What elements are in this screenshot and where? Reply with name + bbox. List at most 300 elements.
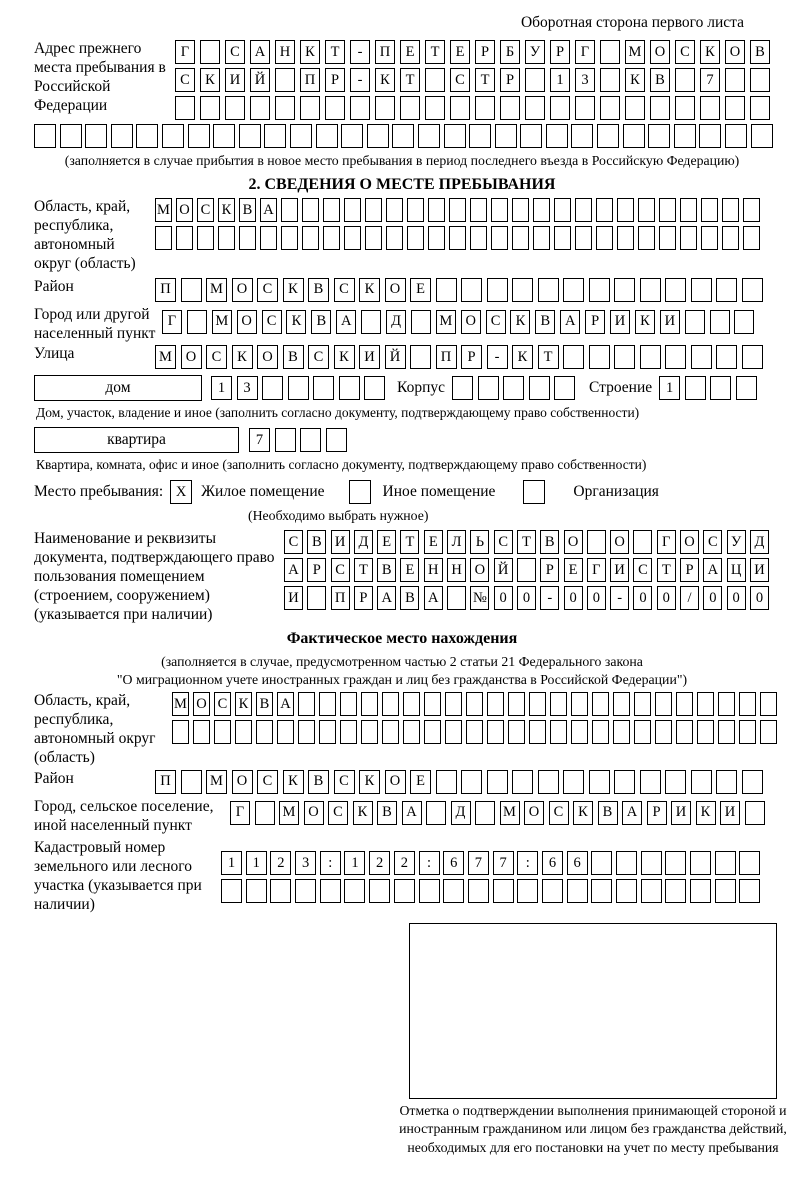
char-cell: С <box>334 278 355 302</box>
char-cell <box>575 96 595 120</box>
actual-region-block <box>34 692 770 768</box>
char-cell: А <box>622 801 642 825</box>
char-cell: А <box>560 310 580 334</box>
prev-address-row-3 <box>175 96 770 120</box>
char-cell: С <box>703 530 722 554</box>
char-cell <box>512 770 533 794</box>
char-cell <box>739 851 760 875</box>
char-cell <box>699 124 721 148</box>
char-cell: Й <box>250 68 270 92</box>
residence-note: (Необходимо выбрать нужное) <box>248 508 429 524</box>
char-cell: И <box>284 586 303 610</box>
char-cell: С <box>175 68 195 92</box>
char-cell: О <box>725 40 745 64</box>
actual-region-label: Область, край, республика, автономный округ (область) <box>34 691 156 766</box>
char-cell <box>307 586 326 610</box>
cadastral-row-1 <box>221 851 760 875</box>
char-cell: - <box>540 586 559 610</box>
char-cell: В <box>535 310 555 334</box>
char-cell: С <box>675 40 695 64</box>
prev-address-row-2 <box>175 68 770 92</box>
char-cell <box>340 720 357 744</box>
char-cell <box>424 692 441 716</box>
char-cell <box>275 428 296 452</box>
char-cell <box>302 198 319 222</box>
char-cell <box>487 770 508 794</box>
confirmation-box <box>409 923 777 1099</box>
char-cell: К <box>512 345 533 369</box>
char-cell <box>275 96 295 120</box>
char-cell <box>710 376 731 400</box>
char-cell: Р <box>475 40 495 64</box>
region-block <box>34 198 770 274</box>
char-cell <box>262 376 283 400</box>
char-cell: А <box>703 558 722 582</box>
char-cell <box>665 345 686 369</box>
char-cell: М <box>279 801 299 825</box>
char-cell <box>512 198 529 222</box>
char-cell: М <box>625 40 645 64</box>
char-cell: А <box>250 40 270 64</box>
char-cell <box>640 770 661 794</box>
char-cell <box>382 720 399 744</box>
char-cell <box>323 226 340 250</box>
char-cell: 6 <box>542 851 563 875</box>
actual-district-row <box>155 770 763 794</box>
char-cell: Ц <box>727 558 746 582</box>
char-cell: 0 <box>633 586 652 610</box>
char-cell: Б <box>500 40 520 64</box>
char-cell <box>616 851 637 875</box>
char-cell: Й <box>494 558 513 582</box>
char-cell: П <box>155 770 176 794</box>
char-cell: О <box>181 345 202 369</box>
char-cell: О <box>680 530 699 554</box>
char-cell <box>715 851 736 875</box>
char-cell: М <box>500 801 520 825</box>
char-cell <box>187 310 207 334</box>
char-cell: Т <box>517 530 536 554</box>
char-cell <box>60 124 82 148</box>
char-cell <box>597 124 619 148</box>
char-cell <box>162 124 184 148</box>
actual-district-label: Район <box>34 769 74 787</box>
char-cell: С <box>308 345 329 369</box>
char-cell <box>638 198 655 222</box>
char-cell <box>221 879 242 903</box>
char-cell <box>382 692 399 716</box>
char-cell <box>344 198 361 222</box>
apartment-caption: Квартира, комната, офис и иное (заполнить согласно документу, подтверждающему право собственности) <box>36 457 647 473</box>
char-cell <box>751 124 773 148</box>
char-cell <box>550 692 567 716</box>
char-cell <box>739 879 760 903</box>
char-cell: О <box>237 310 257 334</box>
char-cell: - <box>487 345 508 369</box>
char-cell: 0 <box>564 586 583 610</box>
residence-option-1-checkbox: X <box>170 480 192 504</box>
document-row-2 <box>284 558 769 582</box>
char-cell: И <box>671 801 691 825</box>
char-cell <box>410 345 431 369</box>
residence-option-3-label: Организация <box>573 483 659 501</box>
char-cell: 0 <box>727 586 746 610</box>
char-cell: Т <box>425 40 445 64</box>
char-cell <box>710 310 730 334</box>
char-cell: Г <box>575 40 595 64</box>
char-cell: М <box>155 198 172 222</box>
char-cell <box>525 96 545 120</box>
char-cell: Е <box>410 278 431 302</box>
char-cell: М <box>155 345 176 369</box>
char-cell: Р <box>550 40 570 64</box>
char-cell <box>375 96 395 120</box>
char-cell <box>466 720 483 744</box>
char-cell <box>596 226 613 250</box>
char-cell <box>520 124 542 148</box>
document-row-1 <box>284 530 769 554</box>
char-cell: В <box>308 770 329 794</box>
char-cell: Г <box>587 558 606 582</box>
char-cell: 2 <box>369 851 390 875</box>
char-cell: С <box>206 345 227 369</box>
char-cell: О <box>385 770 406 794</box>
char-cell: А <box>424 586 443 610</box>
char-cell: 1 <box>659 376 680 400</box>
char-cell <box>575 226 592 250</box>
char-cell: 0 <box>587 586 606 610</box>
prev-address-label: Адрес прежнего места пребывания в Российской Федерации <box>34 40 166 114</box>
char-cell <box>487 278 508 302</box>
char-cell: Н <box>424 558 443 582</box>
char-cell <box>449 226 466 250</box>
char-cell <box>470 226 487 250</box>
section2-title: 2. СВЕДЕНИЯ О МЕСТЕ ПРЕБЫВАНИЯ <box>248 176 556 193</box>
house-cells <box>211 376 385 400</box>
char-cell <box>320 879 341 903</box>
char-cell <box>665 851 686 875</box>
char-cell: С <box>331 558 350 582</box>
char-cell: Г <box>230 801 250 825</box>
char-cell <box>529 720 546 744</box>
char-cell <box>680 226 697 250</box>
char-cell: В <box>400 586 419 610</box>
char-cell <box>468 879 489 903</box>
char-cell <box>428 226 445 250</box>
char-cell: Ь <box>470 530 489 554</box>
char-cell <box>418 124 440 148</box>
char-cell: В <box>377 801 397 825</box>
char-cell <box>680 198 697 222</box>
char-cell <box>350 96 370 120</box>
char-cell: 0 <box>703 586 722 610</box>
char-cell: Р <box>585 310 605 334</box>
char-cell <box>546 124 568 148</box>
char-cell: 3 <box>237 376 258 400</box>
char-cell <box>550 96 570 120</box>
char-cell: О <box>232 278 253 302</box>
char-cell: Д <box>386 310 406 334</box>
char-cell: С <box>328 801 348 825</box>
char-cell <box>600 68 620 92</box>
char-cell <box>419 879 440 903</box>
char-cell <box>745 801 765 825</box>
char-cell: В <box>308 278 329 302</box>
char-cell <box>742 770 763 794</box>
stroenie-label: Строение <box>589 379 653 397</box>
char-cell <box>34 124 56 148</box>
char-cell <box>344 226 361 250</box>
char-cell: К <box>700 40 720 64</box>
char-cell: К <box>625 68 645 92</box>
char-cell: К <box>235 692 252 716</box>
char-cell: К <box>283 278 304 302</box>
char-cell <box>469 124 491 148</box>
char-cell <box>325 96 345 120</box>
cadastral-block <box>34 839 770 915</box>
char-cell <box>197 226 214 250</box>
char-cell <box>542 879 563 903</box>
region-row-2 <box>155 226 760 250</box>
char-cell <box>367 124 389 148</box>
char-cell: В <box>311 310 331 334</box>
char-cell <box>302 226 319 250</box>
char-cell <box>538 278 559 302</box>
char-cell: В <box>540 530 559 554</box>
char-cell <box>491 226 508 250</box>
char-cell <box>676 720 693 744</box>
char-cell <box>690 879 711 903</box>
char-cell <box>445 692 462 716</box>
prev-address-row-1 <box>175 40 770 64</box>
actual-city-label: Город, сельское поселение, иной населенный пункт <box>34 797 214 834</box>
char-cell <box>567 879 588 903</box>
char-cell <box>443 879 464 903</box>
char-cell: П <box>300 68 320 92</box>
char-cell: Е <box>450 40 470 64</box>
char-cell: 0 <box>750 586 769 610</box>
actual-location-note-2: "О миграционном учете иностранных граждан и лиц без гражданства в Российской Федерации") <box>116 671 688 687</box>
char-cell <box>529 376 550 400</box>
char-cell <box>155 226 172 250</box>
char-cell <box>718 720 735 744</box>
char-cell: И <box>610 558 629 582</box>
char-cell <box>295 879 316 903</box>
char-cell <box>475 801 495 825</box>
char-cell <box>281 198 298 222</box>
char-cell: И <box>225 68 245 92</box>
document-row-3 <box>284 586 769 610</box>
char-cell <box>722 198 739 222</box>
char-cell: В <box>750 40 770 64</box>
char-cell <box>676 692 693 716</box>
char-cell: 2 <box>394 851 415 875</box>
char-cell: О <box>610 530 629 554</box>
char-cell <box>665 879 686 903</box>
char-cell: К <box>510 310 530 334</box>
char-cell <box>739 720 756 744</box>
char-cell: О <box>176 198 193 222</box>
char-cell: 6 <box>567 851 588 875</box>
char-cell: 2 <box>270 851 291 875</box>
prev-address-rows <box>175 40 770 120</box>
char-cell: К <box>283 770 304 794</box>
char-cell <box>655 720 672 744</box>
char-cell <box>487 692 504 716</box>
char-cell <box>323 198 340 222</box>
char-cell: К <box>353 801 373 825</box>
char-cell: Т <box>400 68 420 92</box>
char-cell <box>447 586 466 610</box>
cadastral-row-2 <box>221 879 760 903</box>
char-cell: П <box>155 278 176 302</box>
char-cell <box>444 124 466 148</box>
char-cell: / <box>680 586 699 610</box>
char-cell: 7 <box>249 428 270 452</box>
char-cell: О <box>232 770 253 794</box>
char-cell <box>634 720 651 744</box>
char-cell <box>691 770 712 794</box>
char-cell <box>571 692 588 716</box>
char-cell <box>339 376 360 400</box>
char-cell: Е <box>424 530 443 554</box>
char-cell <box>563 345 584 369</box>
char-cell: 6 <box>443 851 464 875</box>
char-cell: К <box>359 770 380 794</box>
char-cell <box>613 692 630 716</box>
document-block <box>34 530 770 625</box>
char-cell <box>394 879 415 903</box>
house-box: дом <box>34 375 202 401</box>
prev-address-block <box>34 40 770 120</box>
prev-address-note: (заполняется в случае прибытия в новое место пребывания в период последнего въезда в Российскую Федерацию) <box>64 153 740 168</box>
char-cell <box>288 376 309 400</box>
char-cell: К <box>334 345 355 369</box>
char-cell <box>592 692 609 716</box>
page-side-note: Оборотная сторона первого листа <box>520 14 744 31</box>
char-cell <box>529 692 546 716</box>
char-cell <box>386 226 403 250</box>
char-cell: Р <box>354 586 373 610</box>
apartment-block <box>34 427 770 453</box>
char-cell <box>716 345 737 369</box>
char-cell <box>392 124 414 148</box>
char-cell <box>685 310 705 334</box>
char-cell <box>175 96 195 120</box>
char-cell <box>403 720 420 744</box>
char-cell <box>554 198 571 222</box>
char-cell <box>700 96 720 120</box>
char-cell: М <box>212 310 232 334</box>
char-cell: Е <box>377 530 396 554</box>
house-caption: Дом, участок, владение и иное (заполнить согласно документу, подтверждающему право собственности) <box>36 405 640 421</box>
char-cell: О <box>461 310 481 334</box>
char-cell <box>487 720 504 744</box>
char-cell <box>188 124 210 148</box>
char-cell: А <box>284 558 303 582</box>
char-cell <box>571 720 588 744</box>
char-cell <box>716 278 737 302</box>
char-cell: С <box>633 558 652 582</box>
char-cell <box>449 198 466 222</box>
residence-block <box>34 480 770 504</box>
char-cell <box>623 124 645 148</box>
char-cell <box>750 68 770 92</box>
char-cell: Т <box>400 530 419 554</box>
char-cell <box>319 720 336 744</box>
char-cell: П <box>375 40 395 64</box>
char-cell: К <box>218 198 235 222</box>
char-cell: А <box>260 198 277 222</box>
street-block <box>34 345 770 369</box>
char-cell: В <box>283 345 304 369</box>
region-row-1 <box>155 198 760 222</box>
char-cell: - <box>350 68 370 92</box>
char-cell <box>617 198 634 222</box>
char-cell: Д <box>354 530 373 554</box>
char-cell <box>633 530 652 554</box>
char-cell <box>452 376 473 400</box>
char-cell <box>659 198 676 222</box>
char-cell: Д <box>451 801 471 825</box>
char-cell: В <box>256 692 273 716</box>
char-cell: М <box>206 278 227 302</box>
actual-location-title: Фактическое место нахождения <box>286 629 518 647</box>
char-cell <box>554 376 575 400</box>
char-cell: : <box>320 851 341 875</box>
char-cell: Е <box>410 770 431 794</box>
char-cell <box>290 124 312 148</box>
district-label: Район <box>34 277 74 295</box>
confirmation-caption: Отметка о подтверждении выполнения принимающей стороной и иностранным гражданином или лицом без гражданства действий, необходимых для его постановки на учет по месту пребывания <box>399 1103 787 1155</box>
char-cell <box>85 124 107 148</box>
char-cell: И <box>331 530 350 554</box>
char-cell <box>436 770 457 794</box>
char-cell: Е <box>400 40 420 64</box>
char-cell <box>270 879 291 903</box>
char-cell: К <box>573 801 593 825</box>
char-cell <box>340 692 357 716</box>
char-cell: Р <box>540 558 559 582</box>
char-cell: Т <box>538 345 559 369</box>
char-cell <box>364 376 385 400</box>
char-cell: 1 <box>211 376 232 400</box>
char-cell <box>239 226 256 250</box>
char-cell: О <box>385 278 406 302</box>
char-cell <box>218 226 235 250</box>
char-cell <box>550 720 567 744</box>
stroenie-cells <box>659 376 757 400</box>
char-cell <box>674 124 696 148</box>
char-cell <box>478 376 499 400</box>
prev-address-row-4 <box>34 124 770 148</box>
residence-option-1-label: Жилое помещение <box>201 483 325 501</box>
char-cell <box>275 68 295 92</box>
char-cell <box>739 692 756 716</box>
char-cell <box>641 879 662 903</box>
char-cell <box>538 770 559 794</box>
char-cell <box>591 879 612 903</box>
char-cell <box>250 96 270 120</box>
char-cell <box>386 198 403 222</box>
char-cell <box>665 770 686 794</box>
city-row <box>162 310 754 334</box>
char-cell: К <box>200 68 220 92</box>
char-cell <box>428 198 445 222</box>
char-cell: О <box>650 40 670 64</box>
char-cell <box>361 692 378 716</box>
char-cell <box>716 770 737 794</box>
